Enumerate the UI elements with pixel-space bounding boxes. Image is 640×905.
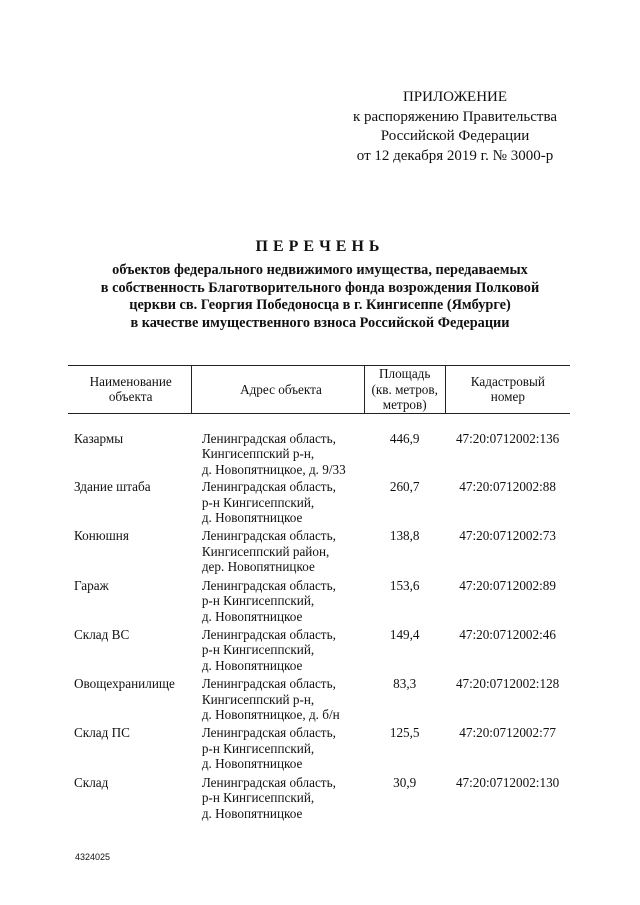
table-header-row <box>68 366 570 414</box>
appendix-reference-line: к распоряжению Правительства <box>352 108 557 125</box>
header-area: Площадь (кв. метров, метров) <box>364 366 445 414</box>
object-cadastral-number: 47:20:0712002:130 <box>455 774 560 790</box>
appendix-reference-line: Российской Федерации <box>380 128 530 144</box>
object-area: 446,9 <box>389 430 420 446</box>
object-cadastral-number: 47:20:0712002:128 <box>455 676 560 692</box>
table-row <box>68 676 570 725</box>
object-area: 125,5 <box>389 725 420 741</box>
object-address: Ленинградская область, Кингисеппский район, дер. Новопятницкое <box>201 528 336 575</box>
header-cadastral: Кадастровый номер <box>445 366 570 414</box>
table-row <box>68 578 570 627</box>
object-address: Ленинградская область, Кингисеппский р-н, д. Новопятницкое, д. 9/33 <box>201 430 346 477</box>
subtitle-line: объектов федерального недвижимого имущества, передаваемых <box>112 262 528 278</box>
document-code: 4324025 <box>75 852 111 862</box>
object-address: Ленинградская область, р-н Кингисеппский, д. Новопятницкое <box>201 774 336 821</box>
object-name: Склад <box>74 774 109 790</box>
object-address: Ленинградская область, Кингисеппский р-н, д. Новопятницкое, д. б/н <box>201 676 340 723</box>
table-row <box>68 775 570 824</box>
object-name: Здание штаба <box>74 479 151 494</box>
subtitle-line: церкви св. Георгия Победоносца в г. Кингисеппе (Ямбурге) <box>129 297 511 313</box>
object-name: Склад ВС <box>74 626 130 642</box>
header-address: Адрес объекта <box>192 366 364 414</box>
object-area: 138,8 <box>389 528 420 544</box>
object-name: Казармы <box>74 430 124 446</box>
table-row <box>68 627 570 676</box>
object-address: Ленинградская область, р-н Кингисеппский, д. Новопятницкое <box>201 725 336 772</box>
object-cadastral-number: 47:20:0712002:46 <box>459 626 556 642</box>
appendix-label: ПРИЛОЖЕНИЕ <box>402 89 508 105</box>
appendix-header <box>340 88 570 166</box>
object-name: Конюшня <box>74 528 129 544</box>
object-area: 30,9 <box>393 774 417 790</box>
object-name: Гараж <box>74 577 109 593</box>
object-cadastral-number: 47:20:0712002:88 <box>459 479 556 494</box>
object-name: Овощехранилище <box>74 676 175 692</box>
document-subtitle <box>60 262 580 332</box>
object-cadastral-number: 47:20:0712002:136 <box>455 430 560 446</box>
object-area: 149,4 <box>389 626 420 642</box>
table-row <box>68 528 570 577</box>
object-cadastral-number: 47:20:0712002:77 <box>459 725 556 741</box>
subtitle-line: в собственность Благотворительного фонда возрождения Полковой <box>100 279 540 296</box>
table-row <box>68 725 570 774</box>
object-address: Ленинградская область, р-н Кингисеппский, д. Новопятницкое <box>201 577 336 624</box>
object-cadastral-number: 47:20:0712002:73 <box>459 528 556 544</box>
object-area: 260,7 <box>389 479 420 494</box>
document-title: ПЕРЕЧЕНЬ <box>255 238 385 255</box>
object-cadastral-number: 47:20:0712002:89 <box>459 577 556 593</box>
object-address: Ленинградская область, р-н Кингисеппский, д. Новопятницкое <box>201 626 336 673</box>
object-address: Ленинградская область, р-н Кингисеппский, д. Новопятницкое <box>201 479 336 525</box>
subtitle-line: в качестве имущественного взноса Российской Федерации <box>130 314 510 331</box>
property-table <box>68 365 570 824</box>
appendix-date-number: от 12 декабря 2019 г. № 3000-р <box>356 147 554 164</box>
table-row <box>68 479 570 528</box>
object-area: 153,6 <box>389 577 420 593</box>
table-row <box>68 413 570 479</box>
object-area: 83,3 <box>393 676 417 692</box>
header-name: Наименование объекта <box>68 366 192 414</box>
object-name: Склад ПС <box>74 725 130 741</box>
